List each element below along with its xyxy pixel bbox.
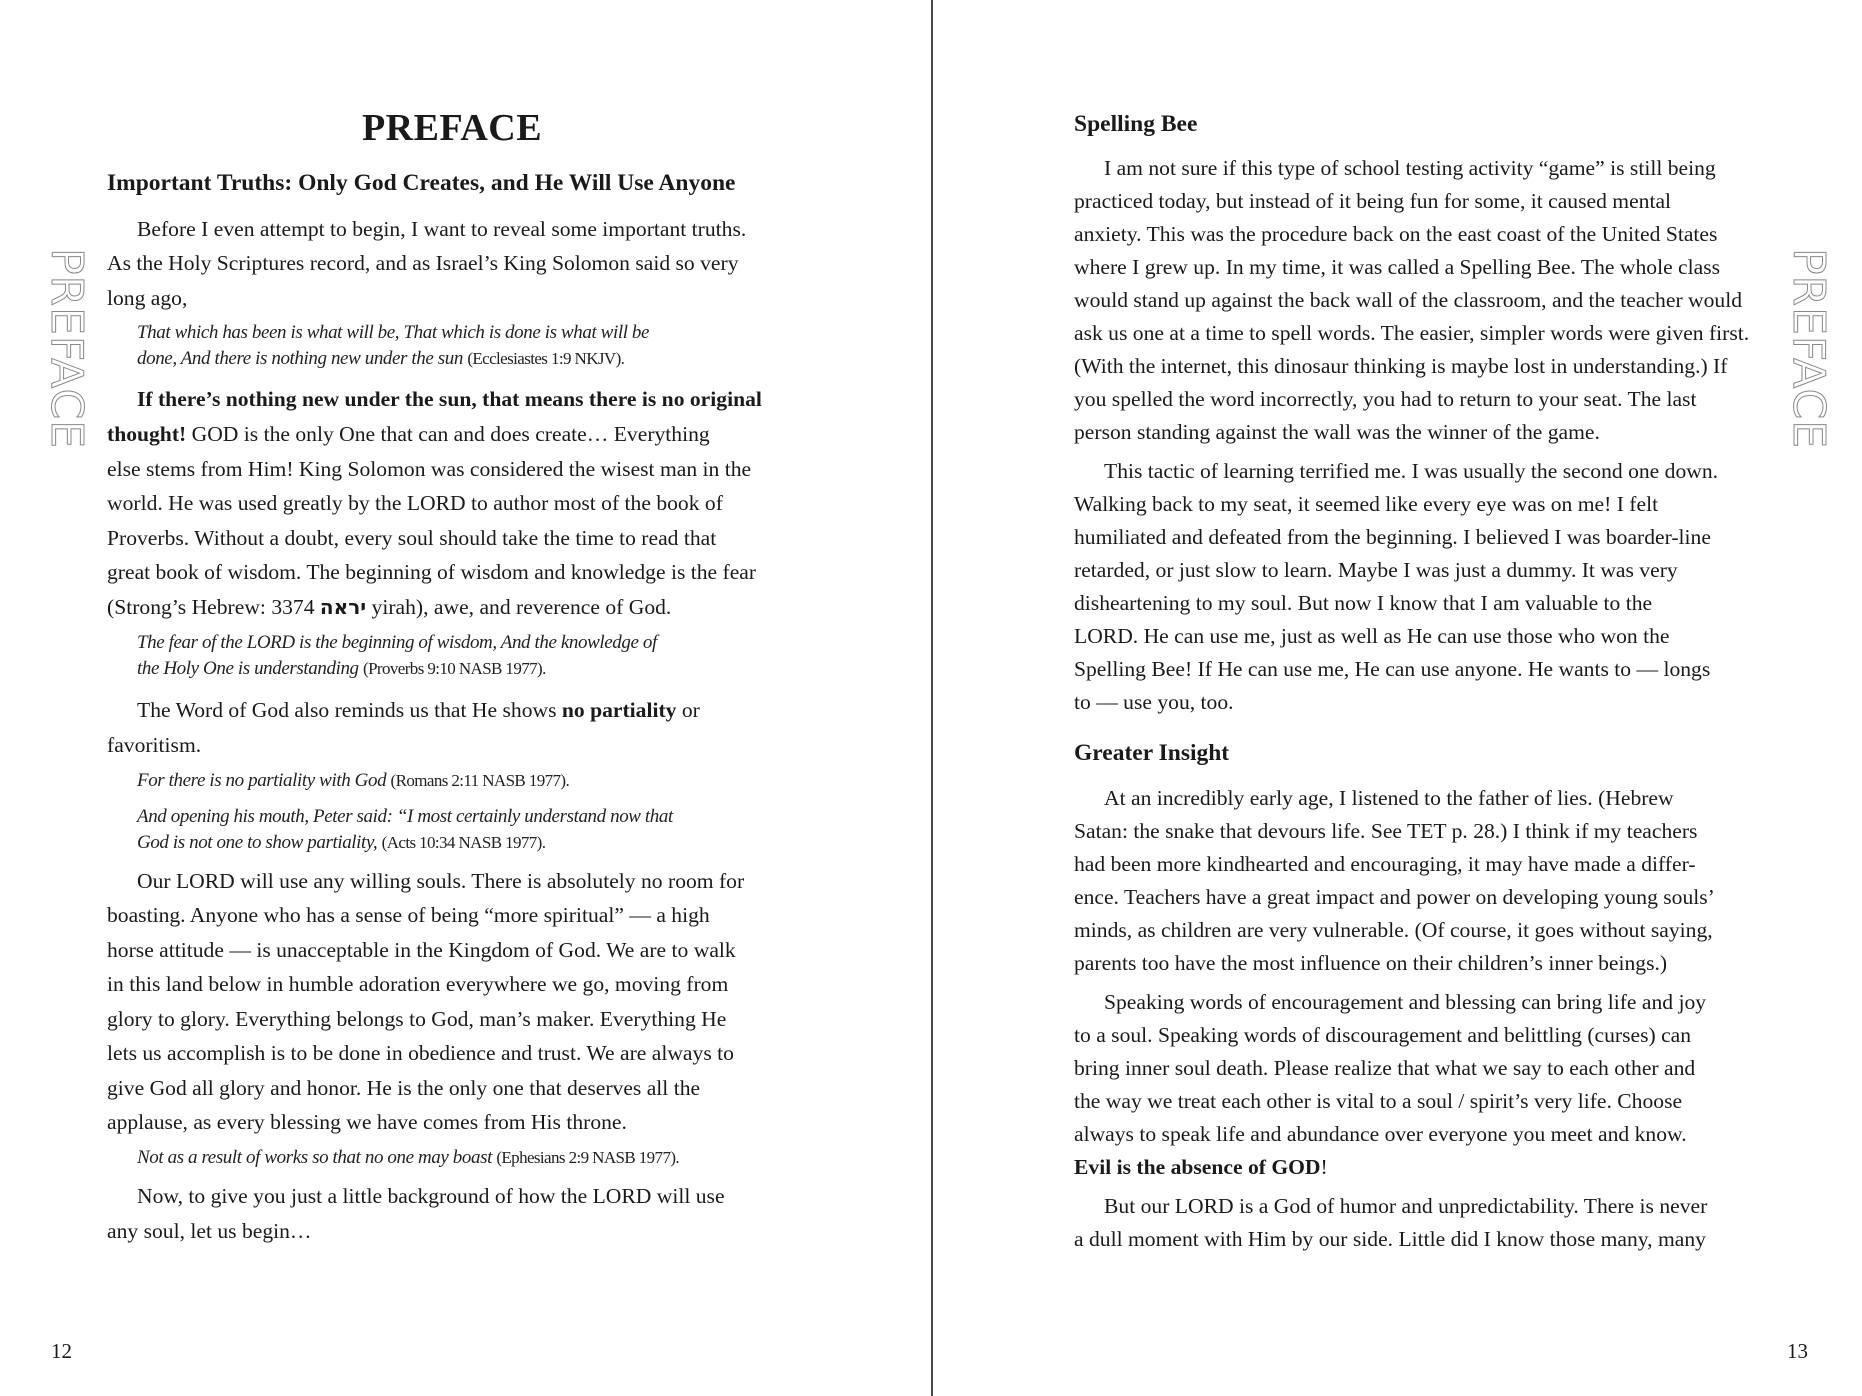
paragraph-line: give God all glory and honor. He is the only one that deserves all the <box>107 1076 701 1100</box>
paragraph-line: Before I even attempt to begin, I want to reveal some important truths. <box>137 217 747 241</box>
paragraph-line: favoritism. <box>107 733 202 757</box>
paragraph-line: long ago, <box>107 286 188 310</box>
paragraph-line: horse attitude — is unacceptable in the Kingdom of God. We are to walk <box>107 938 736 962</box>
paragraph-line: the way we treat each other is vital to a soul / spirit’s very life. Choose <box>1074 1089 1683 1113</box>
paragraph-line <box>107 594 671 620</box>
hebrew-word: יראה <box>319 595 367 619</box>
bold-emphasis: Evil is the absence of GOD <box>1074 1155 1321 1179</box>
quote-text: done, And there is nothing new under the sun <box>137 348 463 369</box>
paragraph-line: a dull moment with Him by our side. Little did I know those many, many <box>1074 1227 1706 1251</box>
page-number: 13 <box>1787 1339 1808 1363</box>
paragraph-line: where I grew up. In my time, it was called a Spelling Bee. The whole class <box>1074 255 1721 279</box>
right-page <box>934 0 1862 1396</box>
scripture-quote-line: The fear of the LORD is the beginning of wisdom, And the knowledge of <box>137 632 657 653</box>
scripture-reference: (Ephesians 2:9 NASB 1977). <box>496 1148 680 1167</box>
paragraph-line: This tactic of learning terrified me. I was usually the second one down. <box>1104 459 1719 483</box>
paragraph-line: boasting. Anyone who has a sense of being “more spiritual” — a high <box>107 903 710 927</box>
paragraph-line: disheartening to my soul. But now I know that I am valuable to the <box>1074 591 1653 615</box>
page-number: 12 <box>51 1339 72 1363</box>
paragraph-line: retarded, or just slow to learn. Maybe I was just a dummy. It was very <box>1074 558 1678 582</box>
paragraph-line: Proverbs. Without a doubt, every soul should take the time to read that <box>107 526 717 550</box>
paragraph-line: ence. Teachers have a great impact and power on developing young souls’ <box>1074 885 1715 909</box>
paragraph-line: I am not sure if this type of school testing activity “game” is still being <box>1104 156 1716 180</box>
scripture-quote-line: That which has been is what will be, That which is done is what will be <box>137 322 650 343</box>
section-heading: Spelling Bee <box>1074 111 1198 137</box>
paragraph-line: in this land below in humble adoration everywhere we go, moving from <box>107 972 729 996</box>
paragraph-line: But our LORD is a God of humor and unpredictability. There is never <box>1104 1194 1708 1218</box>
paragraph-line: LORD. He can use me, just as well as He can use those who won the <box>1074 624 1670 648</box>
scripture-reference: (Proverbs 9:10 NASB 1977). <box>363 659 546 678</box>
paragraph-line: lets us accomplish is to be done in obedience and trust. We are always to <box>107 1041 734 1065</box>
section-heading: Important Truths: Only God Creates, and He Will Use Anyone <box>107 170 736 196</box>
paragraph-line: As the Holy Scriptures record, and as Israel’s King Solomon said so very <box>107 251 739 275</box>
paragraph-line: Now, to give you just a little background of how the LORD will use <box>137 1184 725 1208</box>
paragraph-line <box>107 421 710 447</box>
text-run: The Word of God also reminds us that He shows <box>137 698 562 722</box>
paragraph-line: applause, as every blessing we have comes from His throne. <box>107 1110 627 1134</box>
paragraph-line: anxiety. This was the procedure back on the east coast of the United States <box>1074 222 1718 246</box>
paragraph-line: (With the internet, this dinosaur thinking is maybe lost in understanding.) If <box>1074 354 1728 378</box>
bold-emphasis: thought! <box>107 422 187 446</box>
paragraph-line <box>137 697 700 723</box>
paragraph-line: would stand up against the back wall of the classroom, and the teacher would <box>1074 288 1743 312</box>
quote-text: Not as a result of works so that no one may boast <box>137 1147 492 1168</box>
side-tab-label: PREFACE <box>41 248 92 450</box>
scripture-quote-line <box>137 657 546 681</box>
paragraph-line <box>137 386 762 412</box>
paragraph-line: humiliated and defeated from the beginning. I believed I was boarder-line <box>1074 525 1711 549</box>
scripture-quote-line: And opening his mouth, Peter said: “I most certainly understand now that <box>137 806 673 827</box>
scripture-quote-line <box>137 1146 679 1170</box>
paragraph-line: minds, as children are very vulnerable. (Of course, it goes without saying, <box>1074 918 1713 942</box>
spine-divider <box>931 0 933 1396</box>
paragraph-line: great book of wisdom. The beginning of wisdom and knowledge is the fear <box>107 560 757 584</box>
paragraph-line: world. He was used greatly by the LORD to author most of the book of <box>107 491 723 515</box>
paragraph-line: Satan: the snake that devours life. See TET p. 28.) I think if my teachers <box>1074 819 1698 843</box>
scripture-reference: (Ecclesiastes 1:9 NKJV). <box>467 349 625 368</box>
scripture-reference: (Acts 10:34 NASB 1977). <box>381 833 546 852</box>
paragraph-line: to — use you, too. <box>1074 690 1234 714</box>
paragraph-line: parents too have the most influence on their children’s inner beings.) <box>1074 951 1668 975</box>
paragraph-line: bring inner soul death. Please realize that what we say to each other and <box>1074 1056 1696 1080</box>
paragraph-line: had been more kindhearted and encouraging, it may have made a differ- <box>1074 852 1696 876</box>
scripture-quote-line <box>137 831 545 855</box>
quote-text: the Holy One is understanding <box>137 658 359 679</box>
bold-emphasis: If there’s nothing new under the sun, that means there is no original <box>137 387 762 411</box>
paragraph-line: to a soul. Speaking words of discouragement and belittling (curses) can <box>1074 1023 1692 1047</box>
quote-text: God is not one to show partiality, <box>137 832 378 853</box>
section-heading: Greater Insight <box>1074 740 1230 766</box>
paragraph-line: else stems from Him! King Solomon was considered the wisest man in the <box>107 457 752 481</box>
paragraph-line: person standing against the wall was the winner of the game. <box>1074 420 1600 444</box>
paragraph-line: At an incredibly early age, I listened to the father of lies. (Hebrew <box>1104 786 1674 810</box>
scripture-quote-line <box>137 769 569 793</box>
text-run: ! <box>1320 1155 1328 1179</box>
paragraph-line: any soul, let us begin… <box>107 1219 312 1243</box>
paragraph-line: Spelling Bee! If He can use me, He can use anyone. He wants to — longs <box>1074 657 1711 681</box>
paragraph-line: Our LORD will use any willing souls. There is absolutely no room for <box>137 869 745 893</box>
chapter-title: PREFACE <box>361 107 543 149</box>
text-run: yirah), awe, and reverence of God. <box>366 595 672 619</box>
paragraph-line: Walking back to my seat, it seemed like every eye was on me! I felt <box>1074 492 1659 516</box>
paragraph-line: you spelled the word incorrectly, you had to return to your seat. The last <box>1074 387 1697 411</box>
scripture-quote-line <box>137 347 624 371</box>
side-tab-label: PREFACE <box>1783 248 1834 450</box>
text-run: (Strong’s Hebrew: 3374 <box>107 595 320 619</box>
paragraph-line: Speaking words of encouragement and blessing can bring life and joy <box>1104 990 1707 1014</box>
quote-text: For there is no partiality with God <box>137 770 387 791</box>
paragraph-line <box>1074 1154 1328 1180</box>
paragraph-line: practiced today, but instead of it being fun for some, it caused mental <box>1074 189 1672 213</box>
paragraph-line: glory to glory. Everything belongs to God, man’s maker. Everything He <box>107 1007 727 1031</box>
paragraph-line: always to speak life and abundance over everyone you meet and know. <box>1074 1122 1687 1146</box>
paragraph-line: ask us one at a time to spell words. The easier, simpler words were given first. <box>1074 321 1750 345</box>
text-run: GOD is the only One that can and does create… Everything <box>186 422 710 446</box>
scripture-reference: (Romans 2:11 NASB 1977). <box>390 771 570 790</box>
bold-emphasis: no partiality <box>561 698 677 722</box>
text-run: or <box>676 698 700 722</box>
